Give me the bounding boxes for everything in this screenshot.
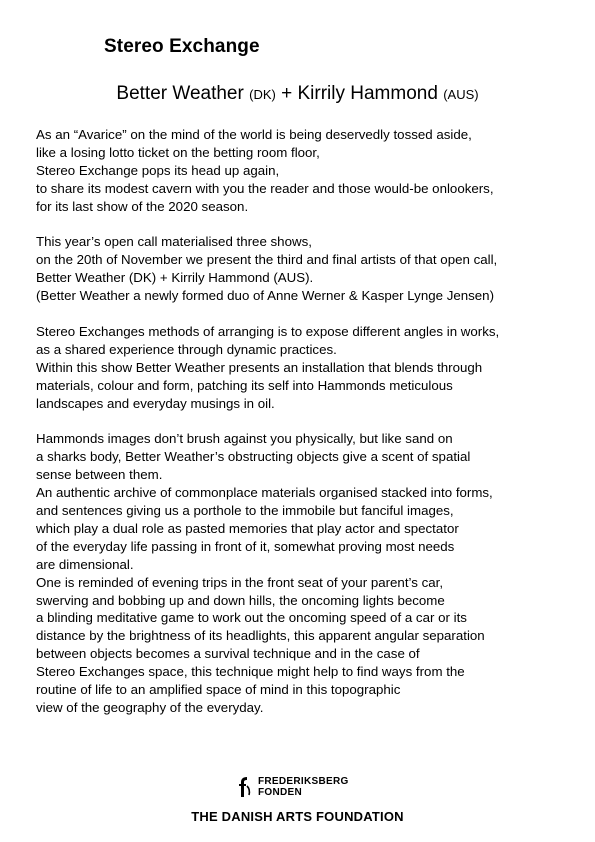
frederiksberg-fonden-logo bbox=[238, 776, 349, 798]
text-line: Stereo Exchanges methods of arranging is to expose different angles in works, bbox=[36, 323, 500, 339]
plus-sign: + bbox=[281, 83, 293, 104]
page-title: Stereo Exchange bbox=[104, 36, 260, 57]
frederiksberg-text bbox=[258, 776, 349, 798]
text-line: like a losing lotto ticket on the betting room floor, bbox=[36, 144, 320, 160]
paragraph-intro bbox=[36, 126, 576, 216]
artist2-country: (AUS) bbox=[443, 87, 479, 102]
frederiksberg-line1: FREDERIKSBERG bbox=[258, 776, 349, 787]
body-text bbox=[36, 126, 576, 735]
danish-arts-foundation-logo: THE DANISH ARTS FOUNDATION bbox=[191, 809, 404, 824]
frederiksberg-line2: FONDEN bbox=[258, 787, 303, 798]
text-line: Stereo Exchanges space, this technique might help to find ways from the bbox=[36, 664, 465, 680]
artist1-country: (DK) bbox=[249, 87, 276, 102]
text-line: on the 20th of November we present the third and final artists of that open call, bbox=[36, 252, 498, 268]
text-line: between objects becomes a survival technique and in the case of bbox=[36, 646, 420, 662]
text-line: Within this show Better Weather presents an installation that blends through bbox=[36, 359, 483, 375]
text-line: Better Weather (DK) + Kirrily Hammond (AUS). bbox=[36, 270, 314, 286]
text-line: for its last show of the 2020 season. bbox=[36, 198, 249, 214]
text-line: and sentences giving us a porthole to the immobile but fanciful images, bbox=[36, 502, 454, 518]
artist1-name: Better Weather bbox=[116, 83, 244, 104]
text-line: sense between them. bbox=[36, 467, 163, 483]
text-line: One is reminded of evening trips in the front seat of your parent’s car, bbox=[36, 574, 444, 590]
text-line: of the everyday life passing in front of it, somewhat proving most needs bbox=[36, 538, 455, 554]
text-line: which play a dual role as pasted memories that play actor and spectator bbox=[36, 520, 459, 536]
paragraph-open-call bbox=[36, 233, 576, 305]
text-line: to share its modest cavern with you the reader and those would-be onlookers, bbox=[36, 180, 494, 196]
artist2-name: Kirrily Hammond bbox=[297, 83, 438, 104]
paragraph-images bbox=[36, 430, 576, 717]
text-line: a sharks body, Better Weather’s obstructing objects give a scent of spatial bbox=[36, 449, 471, 465]
text-line: distance by the brightness of its headlights, this apparent angular separation bbox=[36, 628, 485, 644]
text-line: (Better Weather a newly formed duo of Anne Werner & Kasper Lynge Jensen) bbox=[36, 288, 495, 304]
text-line: landscapes and everyday musings in oil. bbox=[36, 395, 275, 411]
text-line: a blinding meditative game to work out the oncoming speed of a car or its bbox=[36, 610, 467, 626]
text-line: are dimensional. bbox=[36, 556, 134, 572]
text-line: materials, colour and form, patching its self into Hammonds meticulous bbox=[36, 377, 453, 393]
text-line: Hammonds images don’t brush against you physically, but like sand on bbox=[36, 431, 453, 447]
text-line: routine of life to an amplified space of mind in this topographic bbox=[36, 682, 401, 698]
text-line: swerving and bobbing up and down hills, the oncoming lights become bbox=[36, 592, 445, 608]
text-line: This year’s open call materialised three shows, bbox=[36, 234, 312, 250]
subtitle bbox=[0, 83, 595, 105]
text-line: As an “Avarice” on the mind of the world is being deservedly tossed aside, bbox=[36, 127, 472, 142]
text-line: view of the geography of the everyday. bbox=[36, 699, 264, 715]
text-line: as a shared experience through dynamic practices. bbox=[36, 341, 337, 357]
text-line: Stereo Exchange pops its head up again, bbox=[36, 162, 280, 178]
paragraph-methods bbox=[36, 323, 576, 413]
frederiksberg-mark-icon bbox=[238, 776, 254, 798]
text-line: An authentic archive of commonplace materials organised stacked into forms, bbox=[36, 485, 493, 501]
